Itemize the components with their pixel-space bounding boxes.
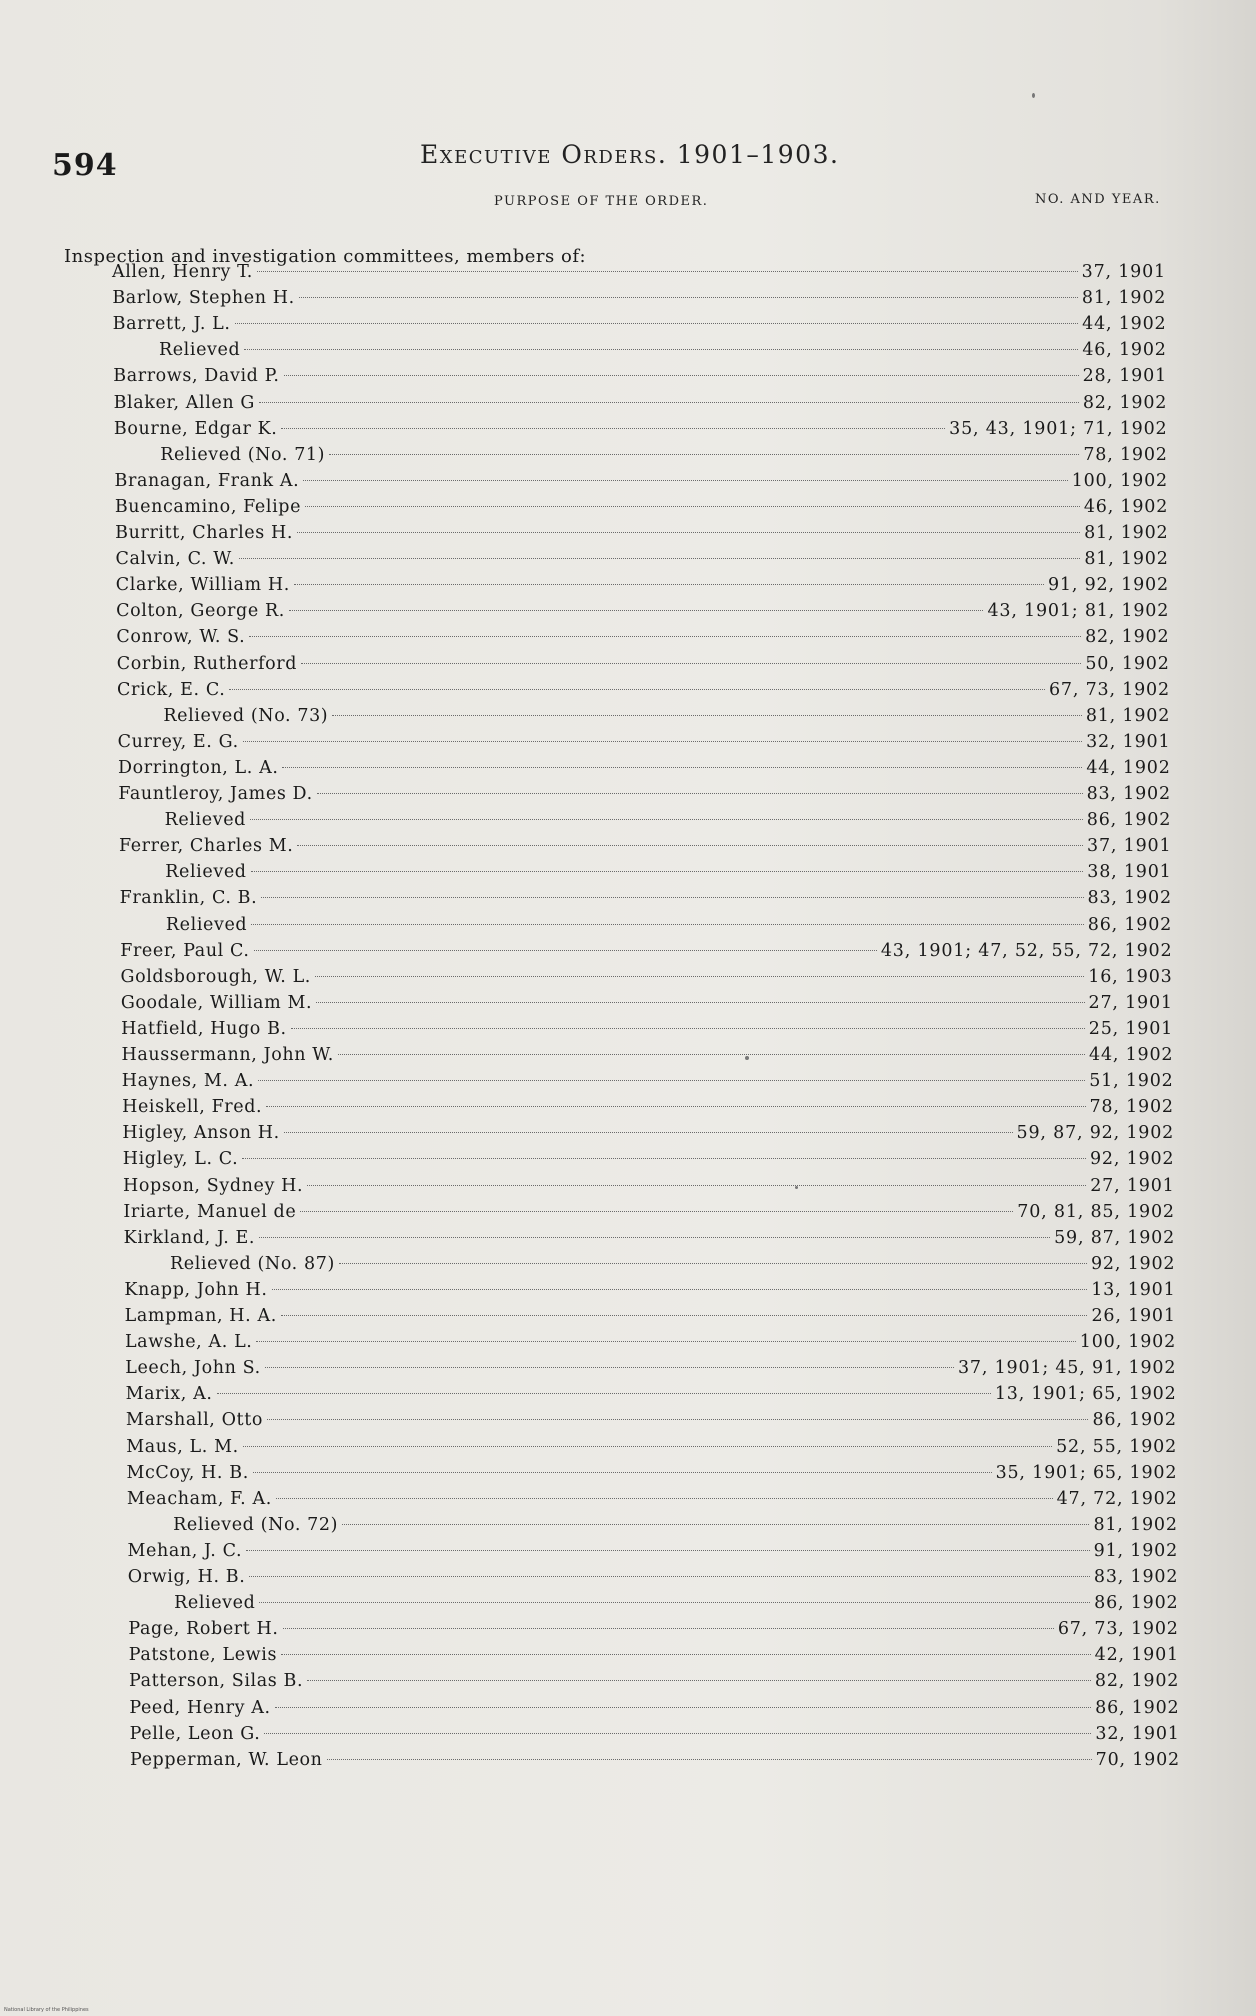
entry-reference: 28, 1901 [1082, 366, 1167, 387]
entry-reference: 44, 1902 [1089, 1045, 1174, 1065]
entry-reference: 44, 1902 [1082, 314, 1167, 335]
dot-leader [291, 1028, 1085, 1029]
dot-leader [253, 1472, 992, 1473]
entry-subitem: Relieved [165, 914, 248, 935]
index-entry [116, 627, 1169, 651]
entry-reference: 81, 1902 [1084, 523, 1169, 543]
page-number: 594 [52, 148, 118, 183]
entry-subitem: Relieved (No. 71) [160, 444, 326, 465]
index-entry [129, 1671, 1179, 1695]
entry-reference: 83, 1902 [1093, 1567, 1179, 1587]
dot-leader [256, 1341, 1075, 1342]
index-entry [121, 1019, 1173, 1043]
entry-name: Kirkland, J. E. [123, 1227, 256, 1248]
entry-name: Bourne, Edgar K. [113, 418, 278, 439]
entry-name: Lampman, H. A. [124, 1306, 277, 1326]
dot-leader [284, 1132, 1013, 1133]
index-entry [130, 1724, 1180, 1748]
entry-name: Freer, Paul C. [120, 940, 250, 961]
index-entry [130, 1750, 1180, 1774]
entry-name: Lawshe, A. L. [124, 1332, 253, 1353]
index-entry [126, 1437, 1177, 1461]
entry-reference: 59, 87, 92, 1902 [1016, 1123, 1175, 1144]
entry-reference: 78, 1902 [1089, 1097, 1174, 1118]
entry-reference: 13, 1901; 65, 1902 [994, 1384, 1177, 1405]
entry-name: Burritt, Charles H. [115, 523, 293, 543]
index-entry [116, 575, 1169, 599]
dot-leader [300, 1211, 1013, 1212]
dot-leader [327, 1759, 1092, 1760]
print-speck [1032, 93, 1035, 98]
index-entry [121, 1045, 1173, 1069]
entry-name: Pelle, Leon G. [129, 1723, 261, 1744]
entry-reference: 92, 1902 [1090, 1253, 1176, 1274]
dot-leader [249, 1576, 1090, 1577]
entry-reference: 42, 1901 [1094, 1645, 1179, 1666]
index-entry [173, 1515, 1178, 1539]
entry-reference: 82, 1902 [1085, 627, 1170, 648]
index-entry [117, 680, 1170, 704]
entry-subitem: Relieved (No. 73) [163, 705, 329, 726]
entry-name: Higley, Anson H. [122, 1123, 280, 1144]
entry-name: Ferrer, Charles M. [118, 836, 294, 857]
index-entry [122, 1071, 1174, 1095]
entry-reference: 51, 1902 [1089, 1071, 1174, 1092]
index-entry [119, 836, 1171, 860]
entry-reference: 43, 1901; 81, 1902 [987, 601, 1170, 622]
entry-name: Clarke, William H. [115, 575, 290, 596]
index-entry [118, 758, 1171, 782]
entry-reference: 46, 1902 [1083, 496, 1169, 517]
dot-leader [281, 1315, 1088, 1316]
running-title: Executive Orders. 1901–1903. [420, 140, 840, 169]
index-entry [163, 706, 1170, 730]
index-entry [124, 1280, 1175, 1304]
index-entry [125, 1332, 1176, 1356]
entry-reference: 35, 1901; 65, 1902 [995, 1462, 1178, 1483]
entry-subitem: Relieved [164, 810, 246, 831]
dot-leader [305, 506, 1080, 507]
entry-name: Heiskell, Fred. [122, 1097, 263, 1118]
entry-reference: 70, 1902 [1095, 1749, 1180, 1770]
index-entry [126, 1384, 1177, 1408]
entry-reference: 32, 1901 [1086, 731, 1171, 752]
entry-name: Hatfield, Hugo B. [121, 1018, 287, 1039]
index-entry [127, 1463, 1178, 1487]
index-entry [115, 471, 1168, 495]
index-entry [174, 1593, 1178, 1617]
index-entry [122, 1097, 1174, 1121]
index-entry [115, 549, 1168, 573]
entry-reference: 82, 1902 [1082, 392, 1168, 413]
dot-leader [246, 1550, 1090, 1551]
dot-leader [239, 558, 1080, 559]
dot-leader [301, 663, 1081, 664]
entry-name: Crick, E. C. [117, 679, 226, 700]
dot-leader [297, 532, 1080, 533]
entry-reference: 26, 1901 [1091, 1306, 1176, 1326]
footer-credit: National Library of the Philippines [4, 2007, 89, 2013]
column-heading-number-year: NO. AND YEAR. [1035, 192, 1161, 207]
entry-name: Mehan, J. C. [127, 1540, 243, 1561]
index-entry [122, 1123, 1174, 1147]
dot-leader [250, 819, 1083, 820]
entry-reference: 70, 81, 85, 1902 [1017, 1201, 1175, 1222]
entry-reference: 52, 55, 1902 [1056, 1436, 1178, 1457]
entry-name: Marix, A. [125, 1384, 213, 1405]
entry-reference: 82, 1902 [1094, 1671, 1180, 1692]
dot-leader [289, 610, 984, 611]
entry-reference: 59, 87, 1902 [1054, 1227, 1176, 1248]
index-entry [166, 915, 1172, 939]
entry-name: Goldsborough, W. L. [120, 966, 311, 987]
index-entry [118, 732, 1171, 756]
dot-leader [264, 1733, 1091, 1734]
entry-name: Buencamino, Felipe [114, 496, 302, 517]
entry-reference: 92, 1902 [1090, 1149, 1175, 1170]
dot-leader [297, 845, 1083, 846]
index-entry [115, 497, 1168, 521]
index-entry [126, 1410, 1177, 1434]
dot-leader [251, 871, 1084, 872]
dot-leader [259, 1237, 1050, 1238]
index-entry [124, 1228, 1175, 1252]
entry-reference: 32, 1901 [1095, 1723, 1180, 1744]
dot-leader [267, 1419, 1088, 1420]
entry-reference: 86, 1902 [1095, 1697, 1180, 1718]
index-entry [128, 1567, 1178, 1591]
dot-leader [332, 715, 1082, 716]
entry-reference: 25, 1901 [1088, 1018, 1174, 1039]
dot-leader [243, 1446, 1052, 1447]
entry-name: Patterson, Silas B. [129, 1671, 304, 1692]
dot-leader [339, 1263, 1087, 1264]
index-entry [127, 1489, 1178, 1513]
entry-name: Higley, L. C. [122, 1149, 239, 1170]
index-entry [160, 445, 1168, 469]
dot-leader [251, 924, 1084, 925]
index-entry [123, 1202, 1174, 1226]
entry-name: Leech, John S. [125, 1358, 261, 1379]
section-heading: Inspection and investigation committees, members of: [64, 246, 587, 267]
entry-reference: 100, 1902 [1079, 1332, 1177, 1353]
entry-name: Page, Robert H. [128, 1619, 279, 1640]
dot-leader [259, 1602, 1090, 1603]
dot-leader [259, 402, 1079, 403]
dot-leader [315, 976, 1084, 977]
dot-leader [276, 1498, 1053, 1499]
entry-reference: 86, 1902 [1094, 1593, 1179, 1614]
index-entry [123, 1176, 1175, 1200]
entry-name: Blaker, Allen G [113, 392, 255, 413]
dot-leader [217, 1393, 991, 1394]
entry-name: Branagan, Frank A. [114, 470, 300, 491]
index-entry [112, 262, 1166, 286]
column-heading-purpose: PURPOSE OF THE ORDER. [494, 194, 709, 209]
entry-reference: 50, 1902 [1085, 653, 1170, 674]
index-entry [116, 601, 1169, 625]
index-entry [114, 419, 1168, 443]
entry-name: Goodale, William M. [120, 992, 313, 1013]
entry-reference: 91, 1902 [1093, 1540, 1179, 1561]
index-entry [165, 862, 1171, 886]
entry-subitem: Relieved [158, 340, 241, 361]
entry-name: Calvin, C. W. [115, 549, 235, 570]
print-speck [745, 1056, 749, 1060]
index-entry [113, 314, 1167, 338]
entry-reference: 81, 1902 [1085, 705, 1171, 726]
dot-leader [284, 375, 1079, 376]
entry-reference: 46, 1902 [1082, 340, 1167, 361]
entry-reference: 86, 1902 [1092, 1410, 1177, 1431]
dot-leader [342, 1524, 1089, 1525]
entry-name: Conrow, W. S. [116, 627, 246, 648]
entry-reference: 16, 1903 [1088, 966, 1173, 987]
dot-leader [275, 1707, 1091, 1708]
dot-leader [307, 1185, 1086, 1186]
entry-reference: 47, 72, 1902 [1056, 1488, 1178, 1509]
index-entry [121, 967, 1173, 991]
entry-name: Franklin, C. B. [119, 888, 258, 909]
entry-reference: 81, 1902 [1093, 1514, 1178, 1535]
index-entry [112, 288, 1166, 312]
index-entry [125, 1306, 1176, 1330]
index-entry [114, 393, 1168, 417]
entry-reference: 43, 1901; 47, 52, 55, 72, 1902 [880, 940, 1173, 961]
index-entry [165, 810, 1172, 834]
index-entry [118, 784, 1171, 808]
entry-name: Haussermann, John W. [121, 1045, 334, 1065]
dot-leader [294, 584, 1044, 585]
entry-reference: 81, 1902 [1081, 288, 1167, 309]
dot-leader [281, 1654, 1091, 1655]
entry-reference: 91, 92, 1902 [1048, 575, 1169, 596]
dot-leader [266, 1106, 1085, 1107]
dot-leader [242, 1158, 1086, 1159]
index-entry [117, 654, 1170, 678]
entry-subitem: Relieved (No. 87) [170, 1253, 335, 1274]
entry-name: Barlow, Stephen H. [112, 288, 295, 309]
index-entry [129, 1645, 1179, 1669]
dot-leader [249, 636, 1081, 637]
index-entry [120, 941, 1172, 965]
entry-reference: 67, 73, 1902 [1048, 679, 1170, 700]
entry-name: Currey, E. G. [117, 731, 239, 752]
dot-leader [307, 1680, 1091, 1681]
index-entry [170, 1254, 1175, 1278]
index-entry [159, 340, 1167, 364]
dot-leader [257, 271, 1078, 272]
dot-leader [229, 689, 1045, 690]
entry-name: Meacham, F. A. [126, 1488, 272, 1509]
entry-reference: 86, 1902 [1086, 810, 1172, 831]
entry-reference: 27, 1901 [1090, 1175, 1175, 1196]
entry-reference: 35, 43, 1901; 71, 1902 [949, 418, 1168, 439]
entry-name: Haynes, M. A. [121, 1071, 255, 1092]
entry-name: Colton, George R. [116, 601, 285, 622]
dot-leader [303, 480, 1067, 481]
dot-leader [258, 1080, 1085, 1081]
entry-name: Barrows, David P. [113, 366, 280, 387]
dot-leader [316, 1002, 1084, 1003]
dot-leader [235, 323, 1079, 324]
index-entry [113, 366, 1167, 390]
entry-subitem: Relieved [174, 1593, 256, 1614]
entry-name: Dorrington, L. A. [118, 757, 279, 778]
print-speck [795, 1186, 798, 1189]
entry-name: Patstone, Lewis [128, 1645, 278, 1666]
entry-reference: 81, 1902 [1084, 549, 1169, 570]
dot-leader [254, 950, 877, 951]
entry-name: Pepperman, W. Leon [130, 1749, 323, 1770]
entry-name: Hopson, Sydney H. [123, 1175, 304, 1196]
entry-reference: 27, 1901 [1088, 992, 1173, 1013]
dot-leader [281, 428, 945, 429]
entry-reference: 86, 1902 [1087, 914, 1173, 935]
index-entry [115, 523, 1168, 547]
entry-name: Orwig, H. B. [127, 1567, 246, 1587]
dot-leader [265, 1367, 954, 1368]
entry-subitem: Relieved (No. 72) [173, 1514, 339, 1535]
entry-reference: 44, 1902 [1086, 757, 1171, 778]
entry-name: Knapp, John H. [124, 1279, 268, 1300]
dot-leader [283, 1628, 1054, 1629]
index-entry [120, 888, 1172, 912]
entry-name: Maus, L. M. [126, 1436, 239, 1457]
entry-name: Peed, Henry A. [129, 1697, 271, 1718]
dot-leader [261, 897, 1083, 898]
entry-reference: 100, 1902 [1071, 470, 1168, 491]
entry-name: Corbin, Rutherford [116, 653, 298, 674]
dot-leader [329, 454, 1079, 455]
entry-name: Iriarte, Manuel de [123, 1201, 297, 1222]
dot-leader [243, 741, 1082, 742]
dot-leader [272, 1289, 1088, 1290]
index-entry [128, 1619, 1178, 1643]
entry-reference: 83, 1902 [1086, 784, 1171, 804]
entry-reference: 38, 1901 [1087, 862, 1172, 883]
index-entry [123, 1149, 1175, 1173]
dot-leader [299, 297, 1078, 298]
entry-reference: 13, 1901 [1091, 1279, 1176, 1300]
dot-leader [317, 793, 1083, 794]
entry-reference: 37, 1901 [1081, 262, 1166, 282]
entry-name: Allen, Henry T. [112, 262, 253, 282]
dot-leader [244, 349, 1078, 350]
entry-reference: 83, 1902 [1087, 888, 1172, 909]
index-entry [121, 993, 1173, 1017]
entry-reference: 37, 1901; 45, 91, 1902 [957, 1358, 1177, 1379]
entry-reference: 78, 1902 [1083, 444, 1168, 465]
entry-reference: 37, 1901 [1087, 836, 1172, 857]
entry-name: Fauntleroy, James D. [118, 784, 313, 804]
entry-name: McCoy, H. B. [126, 1462, 249, 1483]
index-entry [127, 1541, 1178, 1565]
dot-leader [282, 767, 1082, 768]
entry-name: Marshall, Otto [125, 1410, 263, 1431]
dot-leader [338, 1054, 1085, 1055]
entry-name: Barrett, J. L. [112, 314, 231, 335]
index-entry [129, 1698, 1179, 1722]
entry-subitem: Relieved [165, 862, 247, 883]
entry-reference: 67, 73, 1902 [1057, 1619, 1179, 1640]
index-entry [125, 1358, 1176, 1382]
